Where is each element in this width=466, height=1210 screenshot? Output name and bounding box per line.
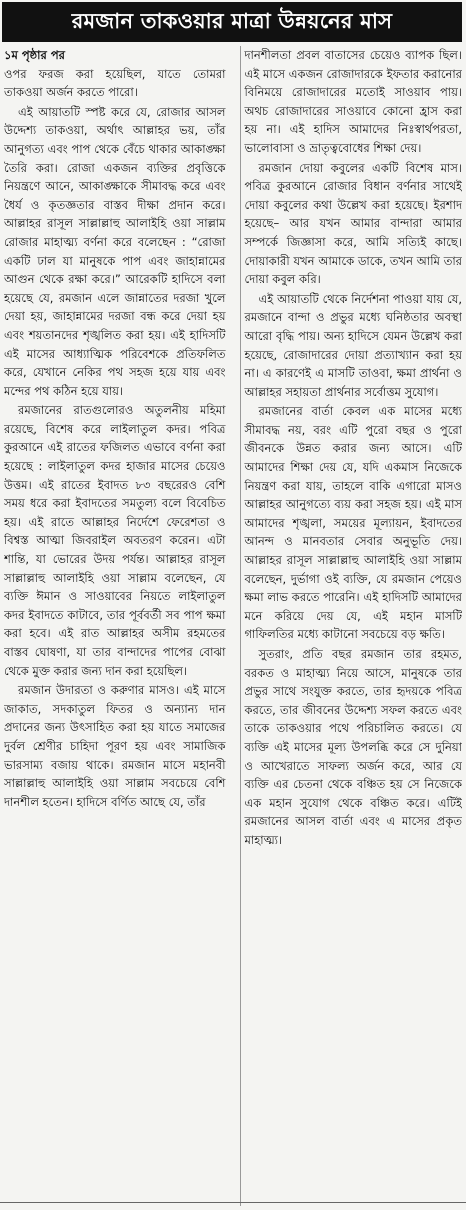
column-right — [240, 46, 463, 1206]
paragraph: রমজানের রাতগুলোরও অতুলনীয় মহিমা রয়েছে, বিশেষ করে লাইলাতুল কদর। পবিত্র কুরআনে এই রাতের ফজিলত এভাবে বর্ণনা করা হয়েছে : লাইলাতুল কদর হাজার মাসের চেয়েও উত্তম। এই রাতের ইবাদত ৮৩ বছরেরও বেশি সময় ধরে করা ইবাদতের সমতুল্য বলে বিবেচিত হয়। এই রাতে আল্লাহর নির্দেশে ফেরেশতা ও বিশ্বস্ত আত্মা জিবরাইল অবতরণ করেন। এটা শান্তি, যা ভোরের উদয় পর্যন্ত। আল্লাহর রাসূল সাল্লাল্লাহু আলাইহি ওয়া সাল্লাম বলেছেন, যে ব্যক্তি ঈমান ও সাওয়াবের নিয়তে লাইলাতুল কদর ইবাদতে কাটাবে, তার পূর্ববর্তী সব পাপ ক্ষমা করা হবে। এই রাত আল্লাহর অসীম রহমতের বাস্তব ঘোষণা, যা তার বান্দাদের পাপের বোঝা থেকে মুক্ত করার জন্য দান করা হয়েছিল। — [4, 403, 226, 678]
paragraph: দানশীলতা প্রবল বাতাসের চেয়েও ব্যাপক ছিল। এই মাসে একজন রোজাদারকে ইফতার করানোর বিনিময়ে রোজাদারের মতোই সাওয়াব পায়। অথচ রোজাদারের সাওয়াবে কোনো হ্রাস করা হয় না। এই হাদিস আমাদের নিঃস্বার্থপরতা, ভালোবাসা ও ভ্রাতৃত্ববোধের শিক্ষা দেয়। — [244, 48, 462, 155]
column-left — [4, 46, 226, 1206]
paragraph: রমজান উদারতা ও করুণার মাসও। এই মাসে জাকাত, সদকাতুল ফিতর ও অন্যান্য দান প্রদানের জন্য উৎসাহিত করা হয় যাতে সমাজের দুর্বল শ্রেণীর চাহিদা পূরণ হয় এবং সামাজিক ভারসাম্য বজায় থাকে। রমজান মাসে মহানবী সাল্লাল্লাহু আলাইহি ওয়া সাল্লাম সবচেয়ে বেশি দানশীল হতেন। হাদিসে বর্ণিত আছে যে, তাঁর — [4, 683, 226, 809]
paragraph: এই আয়াতটি থেকে নির্দেশনা পাওয়া যায় যে, রমজানে বান্দা ও প্রভুর মধ্যে ঘনিষ্ঠতার অবস্থা আরো বৃদ্ধি পায়। অন্য হাদিসে যেমন উল্লেখ করা হয়েছে, রোজাদারের দোয়া প্রত্যাখ্যান করা হয় না। এ কারণেই এ মাসটি তাওবা, ক্ষমা প্রার্থনা ও আল্লাহর সহায়তা প্রার্থনার সর্বোত্তম সুযোগ। — [244, 291, 462, 399]
paragraph: রমজান দোয়া কবুলের একটি বিশেষ মাস। পবিত্র কুরআনে রোজার বিধান বর্ণনার সাথেই দোয়া কবুলের কথা উল্লেখ করা হয়েছে। ইরশাদ হয়েছে– আর যখন আমার বান্দারা আমার সম্পর্কে জিজ্ঞাসা করে, আমি সত্যিই কাছে। দোয়াকারী যখন আমাকে ডাকে, তখন আমি তার দোয়া কবুল করি। — [244, 160, 462, 287]
paragraph: রমজানের বার্তা কেবল এক মাসের মধ্যে সীমাবদ্ধ নয়, বরং এটি পুরো বছর ও পুরো জীবনকে উন্নত করার জন্য আসে। এটি আমাদের শিক্ষা দেয় যে, যদি একমাস নিজেকে নিয়ন্ত্রণ করা যায়, তাহলে বাকি এগারো মাসও আল্লাহর আনুগত্যে ব্যয় করা সহজ হয়। এই মাস আমাদের শৃঙ্খলা, সময়ের মূল্যায়ন, ইবাদতের আনন্দ ও মানবতার সেবার অনুভূতি দেয়। আল্লাহর রাসূল সাল্লাল্লাহু আলাইহি ওয়া সাল্লাম বলেছেন, দুর্ভাগা ওই ব্যক্তি, যে রমজান পেয়েও ক্ষমা লাভ করতে পারেনি। এই হাদিসটি আমাদের মনে করিয়ে দেয় যে, এই মহান মাসটি গাফিলতির মধ্যে কাটানো সবচেয়ে বড় ক্ষতি। — [244, 404, 462, 642]
headline-text: রমজান তাকওয়ার মাত্রা উন্নয়নের মাস — [71, 8, 393, 33]
continued-from-marker: ১ম পৃষ্ঠার পর — [4, 48, 65, 62]
paragraph: ওপর ফরজ করা হয়েছিল, যাতে তোমরা তাকওয়া অর্জন করতে পারো। — [4, 66, 226, 100]
paragraph: সুতরাং, প্রতি বছর রমজান তার রহমত, বরকত ও মাহাত্ম্য নিয়ে আসে, মানুষকে তার প্রভুর সাথে সংযুক্ত করতে, তার হৃদয়কে পবিত্র করতে, তার জীবনের উদ্দেশ্য সফল করতে এবং তাকে তাকওয়ার পথে পরিচালিত করতে। যে ব্যক্তি এই মাসের মূল্য উপলব্ধি করে সে দুনিয়া ও আখেরাতে সাফল্য অর্জন করে, আর যে ব্যক্তি এর চেতনা থেকে বঞ্চিত হয় সে নিজেকে এক মহান সুযোগ থেকে বঞ্চিত করে। এটিই রমজানের আসল বার্তা এবং এ মাসের প্রকৃত মাহাত্ম্য। — [244, 647, 462, 847]
article-columns — [4, 46, 462, 1206]
paragraph: এই আয়াতটি স্পষ্ট করে যে, রোজার আসল উদ্দেশ্য তাকওয়া, অর্থাৎ আল্লাহর ভয়, তাঁর আনুগত্য এবং পাপ থেকে বেঁচে থাকার আকাঙ্ক্ষা তৈরি করা। রোজা একজন ব্যক্তির প্রবৃত্তিকে নিয়ন্ত্রণে আনে, আকাঙ্ক্ষাকে সীমাবদ্ধ করে এবং ধৈর্য ও কৃতজ্ঞতার বাস্তব দীক্ষা প্রদান করে। আল্লাহর রাসূল সাল্লাল্লাহু আলাইহি ওয়া সাল্লাম রোজার মাহাত্ম্য বর্ণনা করে বলেছেন : “রোজা একটি ঢাল যা মানুষকে পাপ এবং জাহান্নামের আগুন থেকে রক্ষা করে।” আরেকটি হাদিসে বলা হয়েছে যে, রমজান এলে জান্নাতের দরজা খুলে দেয়া হয়, জাহান্নামের দরজা বন্ধ করে দেয়া হয় এবং শয়তানদের শৃঙ্খলিত করা হয়। এই হাদিসটি এই মাসের আধ্যাত্মিক পরিবেশকে প্রতিফলিত করে, যেখানে নেকির পথ সহজ হয়ে যায় এবং মন্দের পথ কঠিন হয়ে যায়। — [4, 104, 226, 398]
headline — [2, 2, 462, 42]
bottom-divider — [0, 1202, 466, 1203]
